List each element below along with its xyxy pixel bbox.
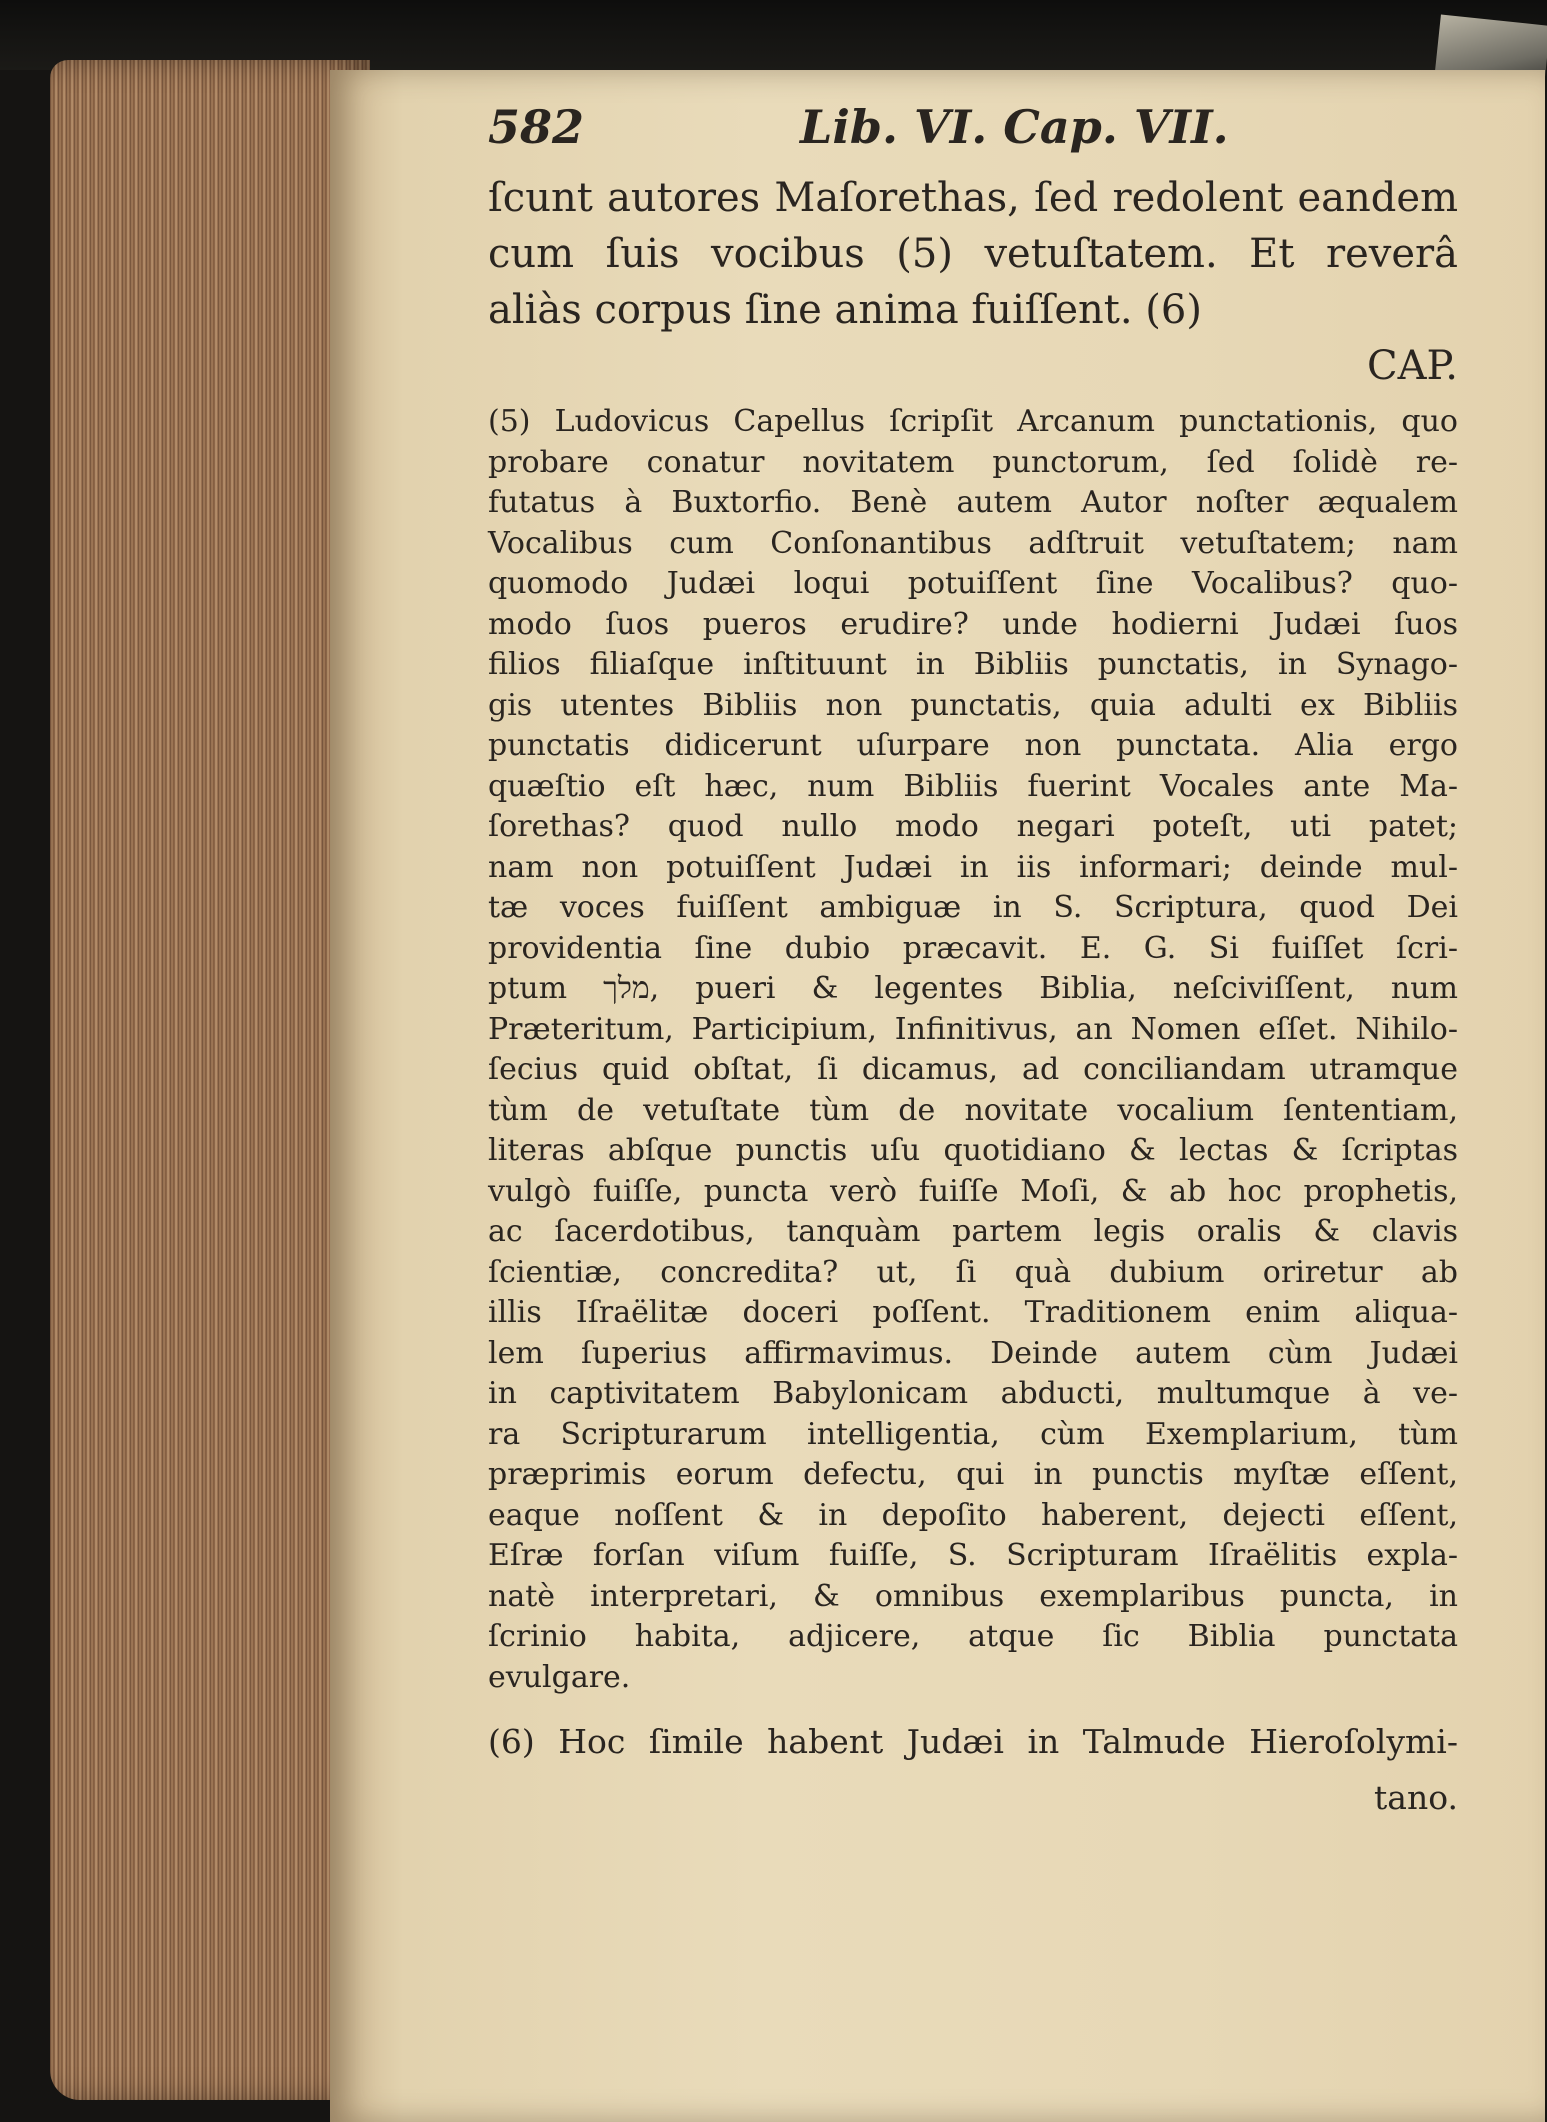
- footnote-line: nam non potuiſſent Judæi in iis informari; deinde mul-: [488, 849, 1458, 885]
- footnote-line: modo ſuos pueros erudire? unde hodierni Judæi ſuos: [488, 606, 1458, 642]
- footnote-6: [488, 1714, 1458, 1826]
- footnote-line: evulgare.: [488, 1659, 631, 1695]
- footnote-line: ptum מלך, pueri & legentes Biblia, neſciviſſent, num: [488, 971, 1458, 1006]
- footnote-line: quomodo Judæi loqui potuiſſent ſine Vocalibus? quo-: [488, 566, 1458, 601]
- page-content: [488, 100, 1458, 1826]
- footnote-line: Præteritum, Participium, Infinitivus, an Nomen eſſet. Nihilo-: [488, 1011, 1458, 1047]
- footnote-line: Eſræ forſan viſum fuiſſe, S. Scripturam Iſraëlitis expla-: [488, 1538, 1458, 1573]
- footnote-line: ſecius quid obſtat, ſi dicamus, ad conciliandam utramque: [488, 1052, 1458, 1087]
- main-text: [488, 170, 1458, 394]
- footnote-line: vulgò fuiſſe, puncta verò fuiſſe Moſi, & ab hoc prophetis,: [488, 1173, 1458, 1209]
- running-head-title: Lib. VI. Cap. VII.: [800, 100, 1229, 154]
- footnote-line: ac ſacerdotibus, tanquàm partem legis oralis & clavis: [488, 1214, 1458, 1249]
- footnote-line: Vocalibus cum Conſonantibus adſtruit vetuſtatem; nam: [488, 525, 1458, 561]
- footnote-line: præprimis eorum defectu, qui in punctis myſtæ eſſent,: [488, 1457, 1458, 1492]
- footnote-line: tæ voces fuiſſent ambiguæ in S. Scriptura, quod Dei: [488, 890, 1458, 925]
- footnote-line: illis Iſraëlitæ doceri poſſent. Traditionem enim aliqua-: [488, 1295, 1458, 1330]
- footnote-line: gis utentes Bibliis non punctatis, quia adulti ex Bibliis: [488, 687, 1458, 723]
- main-line: cum ſuis vocibus (5) vetuſtatem. Et reverâ: [488, 231, 1458, 277]
- running-head: [488, 100, 1458, 170]
- footnote-line: punctatis didicerunt uſurpare non punctata. Alia ergo: [488, 728, 1458, 763]
- footnote-line: ra Scripturarum intelligentia, cùm Exemplarium, tùm: [488, 1416, 1458, 1452]
- footnote-line: in captivitatem Babylonicam abducti, multumque à ve-: [488, 1376, 1458, 1411]
- footnote-line: lem ſuperius affirmavimus. Deinde autem cùm Judæi: [488, 1335, 1458, 1371]
- footnote-line: ſcientiæ, concredita? ut, ſi quà dubium oriretur ab: [488, 1254, 1458, 1290]
- footnote-line: tùm de vetuſtate tùm de novitate vocalium ſententiam,: [488, 1092, 1458, 1128]
- footnote-line: ſorethas? quod nullo modo negari poteſt, uti patet;: [488, 809, 1458, 844]
- page-number: 582: [488, 100, 585, 154]
- main-line: aliàs corpus ſine anima fuiſſent. (6): [488, 287, 1202, 333]
- footnote-line: (6) Hoc ſimile habent Judæi in Talmude Hieroſolymi-: [488, 1722, 1458, 1761]
- footnote-line: natè interpretari, & omnibus exemplaribus puncta, in: [488, 1578, 1458, 1614]
- footnote-5: [488, 402, 1458, 1698]
- footnote-line: tano.: [1374, 1778, 1458, 1817]
- main-line: ſcunt autores Maſorethas, ſed redolent eandem: [488, 175, 1458, 221]
- footnote-line: providentia ſine dubio præcavit. E. G. Si fuiſſet ſcri-: [488, 930, 1458, 966]
- footnote-line: literas abſque punctis uſu quotidiano & lectas & ſcriptas: [488, 1133, 1458, 1168]
- footnote-line: (5) Ludovicus Capellus ſcripſit Arcanum punctationis, quo: [488, 404, 1458, 439]
- footnote-line: probare conatur novitatem punctorum, ſed ſolidè re-: [488, 444, 1458, 480]
- footnote-line: filios filiaſque inſtituunt in Bibliis punctatis, in Synago-: [488, 647, 1458, 682]
- footnote-line: ſcrinio habita, adjicere, atque ſic Biblia punctata: [488, 1619, 1458, 1654]
- catchword: CAP.: [1366, 343, 1458, 389]
- footnotes: [488, 402, 1458, 1826]
- footnote-line: eaque noſſent & in depoſito haberent, dejecti eſſent,: [488, 1497, 1458, 1533]
- footnote-line: quæſtio eſt hæc, num Bibliis fuerint Vocales ante Ma-: [488, 768, 1458, 804]
- footnote-line: futatus à Buxtorfio. Benè autem Autor noſter æqualem: [488, 485, 1458, 520]
- page-edges: [50, 60, 370, 2100]
